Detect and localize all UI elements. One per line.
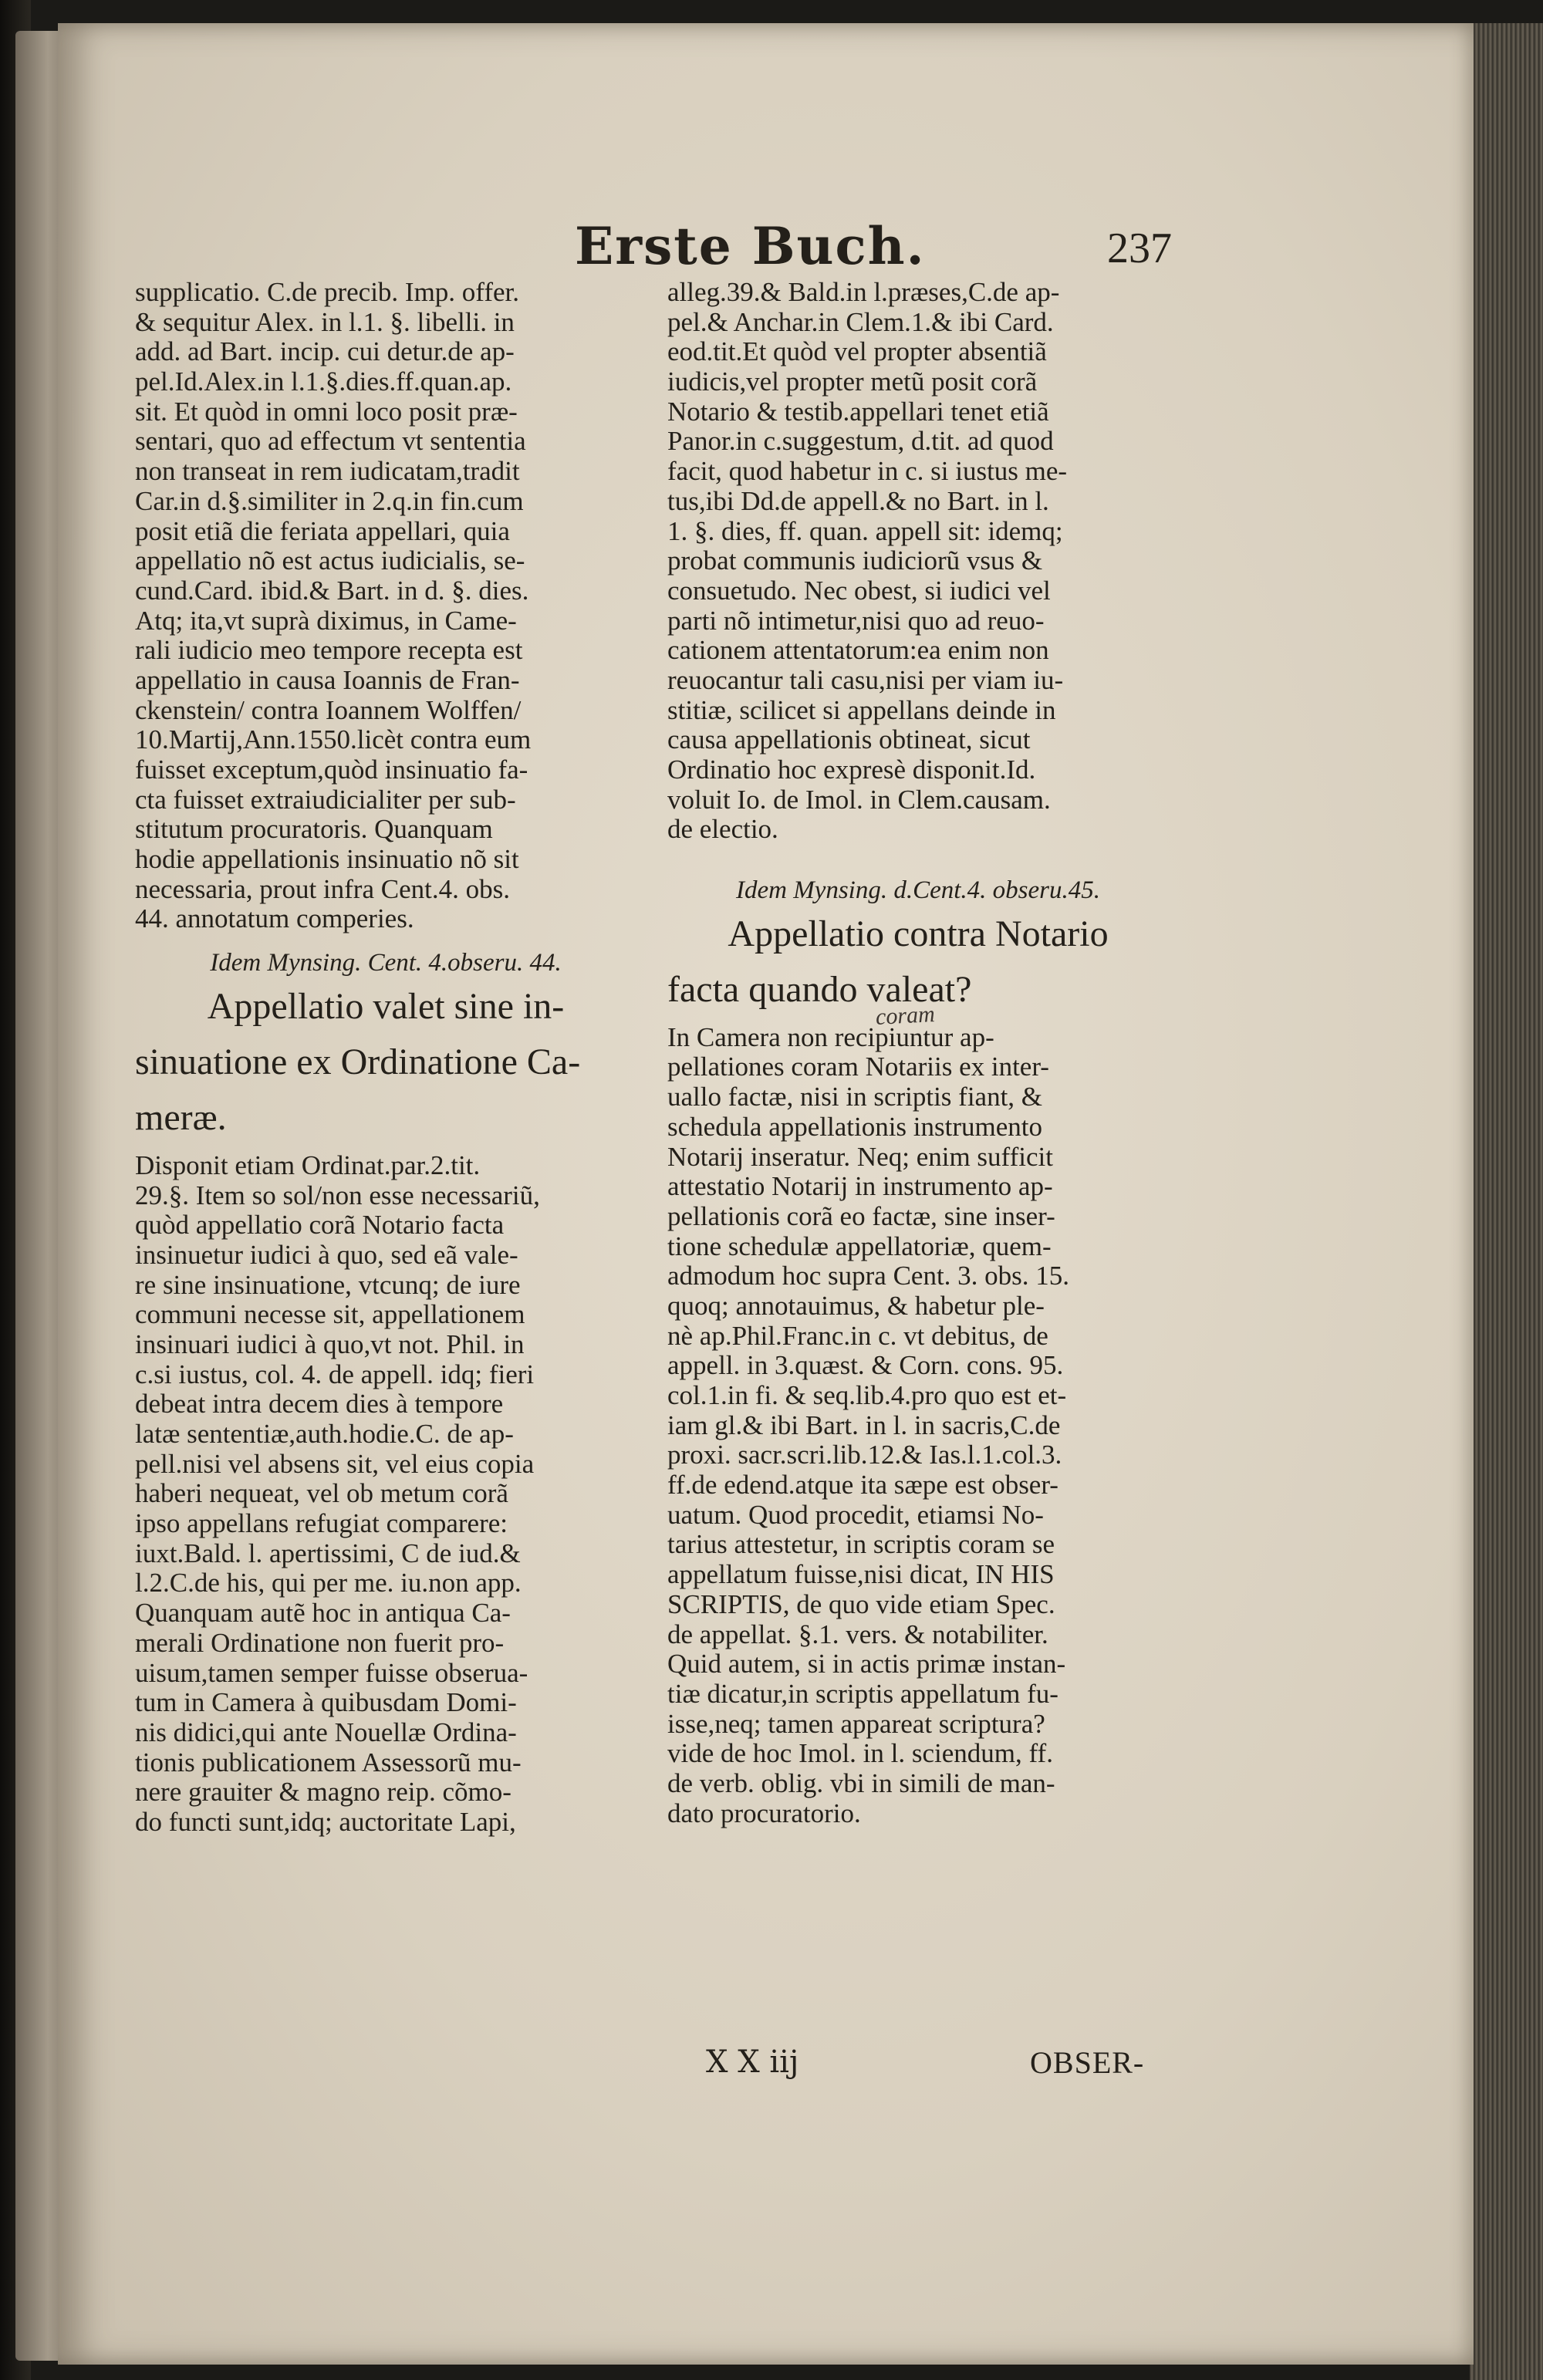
text-line: In Camera non recipiuntur ap- (667, 1022, 994, 1052)
text-line: pellationes coram Notariis ex inter- (667, 1052, 1049, 1082)
signature-mark: X X iij (706, 2044, 799, 2080)
text-line: Car.in d.§.similiter in 2.q.in fin.cum (135, 486, 524, 516)
left-column-text (135, 278, 636, 934)
text-line: ckenstein/ contra Ioannem Wolffen/ (135, 695, 522, 725)
text-line: dato procuratorio. (667, 1798, 861, 1828)
text-line: posit etiã die feriata appellari, quia (135, 516, 510, 546)
heading-line: Appellatio valet sine in- (207, 985, 565, 1027)
text-line: consuetudo. Nec obest, si iudici vel (667, 576, 1051, 606)
text-line: voluit Io. de Imol. in Clem.causam. (667, 785, 1051, 815)
text-line: eod.tit.Et quòd vel propter absentiã (667, 337, 1047, 367)
text-line: add. ad Bart. incip. cui detur.de ap- (135, 337, 515, 367)
text-line: quoq; annotauimus, & habetur ple- (667, 1291, 1045, 1321)
page-number: 237 (1107, 224, 1172, 272)
text-line: rali iudicio meo tempore recepta est (135, 636, 523, 666)
text-line: sit. Et quòd in omni loco posit præ- (135, 397, 518, 427)
text-line: latæ sententiæ,auth.hodie.C. de ap- (135, 1420, 514, 1450)
text-line: uisum,tamen semper fuisse obserua- (135, 1658, 528, 1688)
text-line: l.2.C.de his, qui per me. iu.non app. (135, 1568, 522, 1598)
text-line: uatum. Quod procedit, etiamsi No- (667, 1500, 1044, 1530)
text-line: causa appellationis obtineat, sicut (667, 725, 1031, 755)
text-line: pell.nisi vel absens sit, vel eius copia (135, 1449, 535, 1479)
text-line: debeat intra decem dies à tempore (135, 1389, 504, 1420)
text-line: tarius attestetur, in scriptis coram se (667, 1530, 1055, 1560)
text-line: iudicis,vel propter metũ posit corã (667, 367, 1038, 397)
text-line: pel.& Anchar.in Clem.1.& ibi Card. (667, 307, 1054, 337)
text-line: vide de hoc Imol. in l. sciendum, ff. (667, 1739, 1053, 1769)
text-line: pel.Id.Alex.in l.1.§.dies.ff.quan.ap. (135, 367, 512, 397)
text-line: haberi nequeat, vel ob metum corã (135, 1479, 508, 1509)
text-line: 1. §. dies, ff. quan. appell sit: idemq; (667, 516, 1063, 546)
text-line: Notarij inseratur. Neq; enim sufficit (667, 1142, 1053, 1172)
text-line: ipso appellans refugiat comparere: (135, 1509, 508, 1539)
text-line: non transeat in rem iudicatam,tradit (135, 457, 520, 487)
text-line: fuisset exceptum,quòd insinuatio fa- (135, 755, 528, 785)
running-title: Erste Buch. (575, 216, 926, 276)
text-line: tus,ibi Dd.de appell.& no Bart. in l. (667, 486, 1049, 516)
text-line: pellationis corã eo factæ, sine inser- (667, 1201, 1055, 1231)
text-line: nè ap.Phil.Franc.in c. vt debitus, de (667, 1321, 1048, 1351)
text-line: stitiæ, scilicet si appellans deinde in (667, 695, 1056, 725)
right-column (667, 278, 1169, 1828)
text-line: de appellat. §.1. vers. & notabiliter. (667, 1619, 1048, 1649)
text-line: tionis publicationem Assessorũ mu- (135, 1747, 522, 1777)
text-line: merali Ordinatione non fuerit pro- (135, 1628, 505, 1658)
text-line: appell. in 3.quæst. & Corn. cons. 95. (667, 1351, 1064, 1381)
text-line: re sine insinuatione, vtcunq; de iure (135, 1270, 521, 1300)
text-line: alleg.39.& Bald.in l.præses,C.de ap- (667, 278, 1060, 307)
text-line: Panor.in c.suggestum, d.tit. ad quod (667, 427, 1054, 457)
heading-line: sinuatione ex Ordinatione Ca- (135, 1041, 581, 1082)
text-line: uallo factæ, nisi in scriptis fiant, & (667, 1082, 1043, 1112)
text-line: communi necesse sit, appellationem (135, 1300, 525, 1330)
text-line: appellatio in causa Ioannis de Fran- (135, 665, 520, 695)
text-line: nis didici,qui ante Nouellæ Ordina- (135, 1717, 517, 1747)
text-line: appellatum fuisse,nisi dicat, IN HIS (667, 1560, 1055, 1590)
text-line: tiæ dicatur,in scriptis appellatum fu- (667, 1679, 1058, 1709)
text-line: appellatio nõ est actus iudicialis, se- (135, 546, 525, 576)
page-block-edge (1470, 23, 1543, 2380)
text-line: iuxt.Bald. l. apertissimi, C de iud.& (135, 1538, 521, 1568)
text-line: Atq; ita,vt suprà diximus, in Came- (135, 606, 517, 636)
heading-line: meræ. (135, 1096, 227, 1138)
book-page (58, 23, 1474, 2365)
text-line: stitutum procuratoris. Quanquam (135, 815, 493, 845)
text-line: cta fuisset extraiudicialiter per sub- (135, 785, 516, 815)
text-line: proxi. sacr.scri.lib.12.& Ias.l.1.col.3. (667, 1440, 1062, 1470)
text-line: isse,neq; tamen appareat scriptura? (667, 1709, 1045, 1739)
catchword: OBSER- (1030, 2045, 1145, 2080)
text-line: attestatio Notarij in instrumento ap- (667, 1172, 1053, 1202)
text-line: cund.Card. ibid.& Bart. in d. §. dies. (135, 576, 529, 606)
text-line: schedula appellationis instrumento (667, 1112, 1043, 1142)
text-line: 29.§. Item so sol/non esse necessariũ, (135, 1180, 540, 1210)
right-column-text (667, 278, 1169, 845)
text-line: supplicatio. C.de precib. Imp. offer. (135, 278, 519, 307)
section-heading (135, 984, 636, 1140)
observation-attribution: Idem Mynsing. d.Cent.4. obseru.45. (735, 876, 1101, 905)
left-column (135, 278, 636, 1838)
text-line: parti nõ intimetur,nisi quo ad reuo- (667, 606, 1045, 636)
text-line: insinuetur iudici à quo, sed eã vale- (135, 1240, 518, 1270)
text-line: Quid autem, si in actis primæ instan- (667, 1649, 1066, 1680)
text-line: Notario & testib.appellari tenet etiã (667, 397, 1049, 427)
text-line: 44. annotatum comperies. (135, 904, 414, 934)
text-line: de verb. oblig. vbi in simili de man- (667, 1768, 1055, 1798)
page-header (58, 216, 1474, 285)
text-line: Quanquam autẽ hoc in antiqua Ca- (135, 1598, 511, 1629)
text-line: & sequitur Alex. in l.1. §. libelli. in (135, 307, 515, 337)
text-line: Ordinatio hoc expresè disponit.Id. (667, 755, 1036, 785)
text-line: insinuari iudici à quo,vt not. Phil. in (135, 1329, 525, 1359)
text-line: probat communis iudiciorũ vsus & (667, 546, 1043, 576)
text-line: iam gl.& ibi Bart. in l. in sacris,C.de (667, 1410, 1061, 1440)
text-line: 10.Martij,Ann.1550.licèt contra eum (135, 725, 532, 755)
text-line: tione schedulæ appellatoriæ, quem- (667, 1231, 1052, 1261)
text-line: facit, quod habetur in c. si iustus me- (667, 457, 1068, 487)
text-line: cationem attentatorum:ea enim non (667, 636, 1049, 666)
section-body (667, 1023, 1169, 1829)
text-line: quòd appellatio corã Notario facta (135, 1210, 505, 1241)
text-line: sentari, quo ad effectum vt sententia (135, 427, 526, 457)
observation-attribution: Idem Mynsing. Cent. 4.obseru. 44. (210, 949, 562, 977)
text-line: nere grauiter & magno reip. cõmo- (135, 1777, 512, 1808)
text-line: admodum hoc supra Cent. 3. obs. 15. (667, 1261, 1070, 1291)
text-line: tum in Camera à quibusdam Domi- (135, 1688, 517, 1718)
page-footer (58, 2044, 1474, 2091)
section-body (135, 1151, 636, 1838)
text-line: col.1.in fi. & seq.lib.4.pro quo est et- (667, 1381, 1067, 1411)
section-heading (667, 912, 1169, 1012)
text-line: de electio. (667, 815, 778, 845)
text-line: reuocantur tali casu,nisi per viam iu- (667, 665, 1064, 695)
text-line: hodie appellationis insinuatio nõ sit (135, 845, 519, 875)
text-line: SCRIPTIS, de quo vide etiam Spec. (667, 1589, 1055, 1619)
handwritten-annotation: coram (875, 1001, 936, 1030)
text-line: do functi sunt,idq; auctoritate Lapi, (135, 1807, 516, 1837)
text-line: Disponit etiam Ordinat.par.2.tit. (135, 1150, 481, 1180)
heading-line: facta quando valeat? (667, 968, 972, 1010)
text-line: ff.de edend.atque ita sæpe est obser- (667, 1470, 1058, 1501)
text-line: c.si iustus, col. 4. de appell. idq; fieri (135, 1359, 535, 1389)
heading-line: Appellatio contra Notario (728, 913, 1109, 954)
text-line: necessaria, prout infra Cent.4. obs. (135, 874, 510, 904)
